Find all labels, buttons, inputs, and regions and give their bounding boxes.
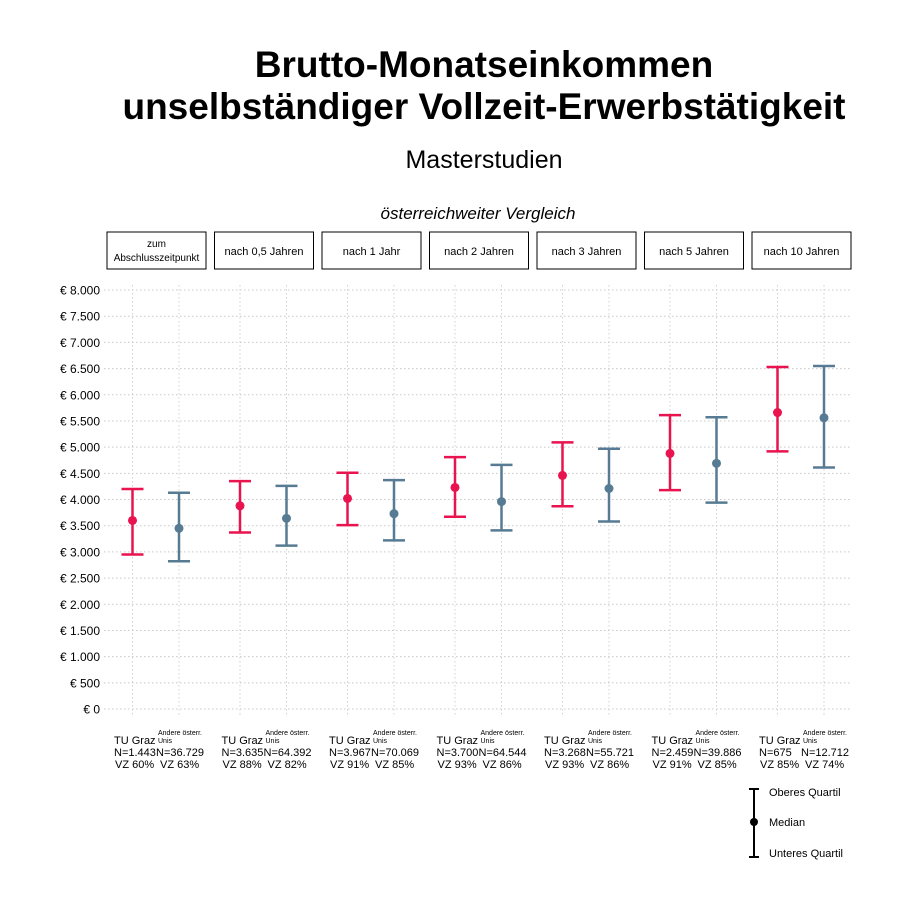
title-line-1: Brutto-Monatseinkommen: [254, 44, 714, 85]
panel-annotation: [114, 730, 204, 771]
vz-other: VZ 86%: [482, 759, 522, 771]
median-point: [236, 501, 245, 510]
series-label-other: Andere österr.: [373, 730, 417, 737]
median-point: [390, 509, 399, 518]
series-label-other: Unis: [803, 738, 818, 745]
facet-strip: [752, 232, 851, 269]
series-label-other: Unis: [265, 738, 280, 745]
series-label-other: Andere österr.: [588, 730, 632, 737]
series-label-other: Andere österr.: [265, 730, 310, 737]
facet-label: nach 2 Jahren: [444, 246, 514, 258]
median-point: [773, 408, 782, 417]
y-tick-label: € 3.000: [59, 545, 100, 560]
panel-annotation: [329, 730, 419, 771]
chart-subtitle: Masterstudien: [405, 146, 563, 174]
series-label-other: Andere österr.: [480, 730, 525, 737]
facet-strip: [107, 232, 206, 269]
median-point: [343, 494, 352, 503]
n-tugraz: N=3.700: [436, 747, 479, 759]
series-label-tugraz: TU Graz: [651, 735, 694, 747]
y-tick-label: € 7.500: [59, 309, 100, 324]
n-other: N=64.544: [478, 747, 527, 759]
y-tick-label: € 4.000: [59, 493, 100, 507]
series-label-tugraz: TU Graz: [329, 735, 371, 747]
y-tick-label: € 1.500: [59, 623, 100, 638]
facet-strip: [537, 232, 636, 269]
vz-other: VZ 82%: [267, 759, 307, 771]
vz-tugraz: VZ 91%: [652, 759, 692, 771]
y-tick-label: € 5.000: [59, 440, 100, 455]
panel-annotation: [437, 730, 527, 771]
y-tick-label: € 6.000: [59, 388, 100, 403]
comparison-label: österreichweiter Vergleich: [380, 204, 576, 223]
vz-tugraz: VZ 88%: [222, 759, 262, 771]
n-tugraz: N=3.635: [221, 747, 264, 759]
errorbar-other: [491, 465, 513, 530]
legend-label-lower: Unteres Quartil: [769, 848, 843, 860]
facet-label: Abschlusszeitpunkt: [113, 253, 200, 264]
median-point: [497, 497, 506, 506]
legend: [749, 787, 843, 860]
n-other: N=39.886: [693, 747, 742, 759]
median-point: [666, 449, 675, 458]
vz-tugraz: VZ 60%: [115, 759, 155, 771]
y-tick-label: € 5.500: [59, 414, 100, 429]
y-tick-label: € 2.000: [59, 597, 100, 612]
vz-other: VZ 85%: [697, 759, 737, 771]
facet-label: nach 10 Jahren: [763, 246, 840, 258]
vz-other: VZ 74%: [805, 759, 845, 771]
errorbar-tugraz: [444, 457, 466, 517]
grid: [104, 285, 850, 715]
y-tick-label: € 4.500: [59, 466, 100, 481]
n-tugraz: N=1.443: [114, 747, 156, 759]
legend-label-upper: Oberes Quartil: [769, 787, 841, 799]
errorbar-tugraz: [659, 415, 681, 490]
y-tick-label: € 7.000: [59, 335, 100, 350]
median-point: [558, 471, 567, 480]
errorbar-other: [383, 480, 405, 540]
errorbar-tugraz: [122, 489, 144, 554]
facet-label: nach 0,5 Jahren: [224, 246, 304, 258]
median-point: [128, 516, 137, 525]
vz-other: VZ 86%: [590, 759, 630, 771]
vz-other: VZ 63%: [160, 759, 200, 771]
panel-annotation: [652, 730, 742, 771]
facet-strip: [322, 232, 421, 269]
series-label-tugraz: TU Graz: [114, 735, 156, 747]
facet-label: nach 3 Jahren: [551, 246, 622, 258]
n-tugraz: N=3.268: [544, 747, 586, 759]
y-tick-label: € 500: [69, 676, 100, 691]
panel-annotation: [759, 730, 849, 771]
errorbar-tugraz: [552, 442, 574, 506]
legend-median-point: [750, 818, 758, 826]
series-label-tugraz: TU Graz: [221, 735, 264, 747]
facet-strip: [215, 232, 314, 269]
y-tick-label: € 3.500: [59, 519, 100, 534]
n-tugraz: N=2.459: [651, 747, 694, 759]
facet-label: zum: [147, 239, 166, 250]
n-other: N=55.721: [586, 747, 635, 759]
panel-annotation: [544, 730, 634, 771]
median-point: [712, 459, 721, 468]
errorbar-tugraz: [767, 367, 789, 451]
panel-annotation: [222, 730, 312, 771]
n-other: N=12.712: [801, 747, 850, 759]
facet-strip: [430, 232, 529, 269]
errorbar-other: [706, 417, 728, 502]
errorbar-other: [276, 486, 298, 546]
series-label-other: Unis: [158, 738, 173, 745]
series-label-other: Andere österr.: [158, 730, 202, 737]
vz-other: VZ 85%: [375, 759, 415, 771]
facet-label: nach 5 Jahren: [659, 246, 729, 258]
errorbar-other: [168, 493, 190, 562]
y-tick-label: € 8.000: [59, 283, 100, 298]
y-tick-label: € 0: [83, 702, 100, 717]
vz-tugraz: VZ 91%: [330, 759, 370, 771]
n-tugraz: N=3.967: [329, 747, 371, 759]
median-point: [175, 524, 184, 533]
y-tick-label: € 2.500: [59, 571, 100, 586]
errorbar-other: [813, 366, 835, 468]
errorbar-tugraz: [229, 481, 251, 532]
series-label-other: Andere österr.: [695, 730, 740, 737]
n-other: N=64.392: [263, 747, 312, 759]
series-label-tugraz: TU Graz: [759, 735, 801, 747]
errorbar-tugraz: [337, 473, 359, 525]
n-other: N=70.069: [371, 747, 420, 759]
series-label-other: Unis: [373, 738, 388, 745]
median-point: [820, 413, 829, 422]
series-label-other: Unis: [588, 738, 603, 745]
median-point: [282, 514, 291, 523]
y-tick-label: € 6.500: [59, 362, 100, 377]
series-label-other: Andere österr.: [803, 730, 847, 737]
series-label-tugraz: TU Graz: [436, 735, 479, 747]
n-tugraz: N=675: [759, 747, 792, 759]
vz-tugraz: VZ 85%: [760, 759, 800, 771]
vz-tugraz: VZ 93%: [437, 759, 477, 771]
title-line-2: unselbständiger Vollzeit-Erwerbstätigkeit: [122, 86, 846, 127]
y-tick-label: € 1.000: [59, 650, 100, 665]
median-point: [451, 483, 460, 492]
legend-label-median: Median: [769, 817, 806, 829]
median-point: [605, 484, 614, 493]
series-label-tugraz: TU Graz: [544, 735, 586, 747]
series-label-other: Unis: [695, 738, 710, 745]
errorbar-other: [598, 449, 620, 522]
facet-label: nach 1 Jahr: [342, 246, 401, 258]
series-label-other: Unis: [480, 738, 495, 745]
n-other: N=36.729: [156, 747, 205, 759]
vz-tugraz: VZ 93%: [545, 759, 585, 771]
facet-strip: [645, 232, 744, 269]
